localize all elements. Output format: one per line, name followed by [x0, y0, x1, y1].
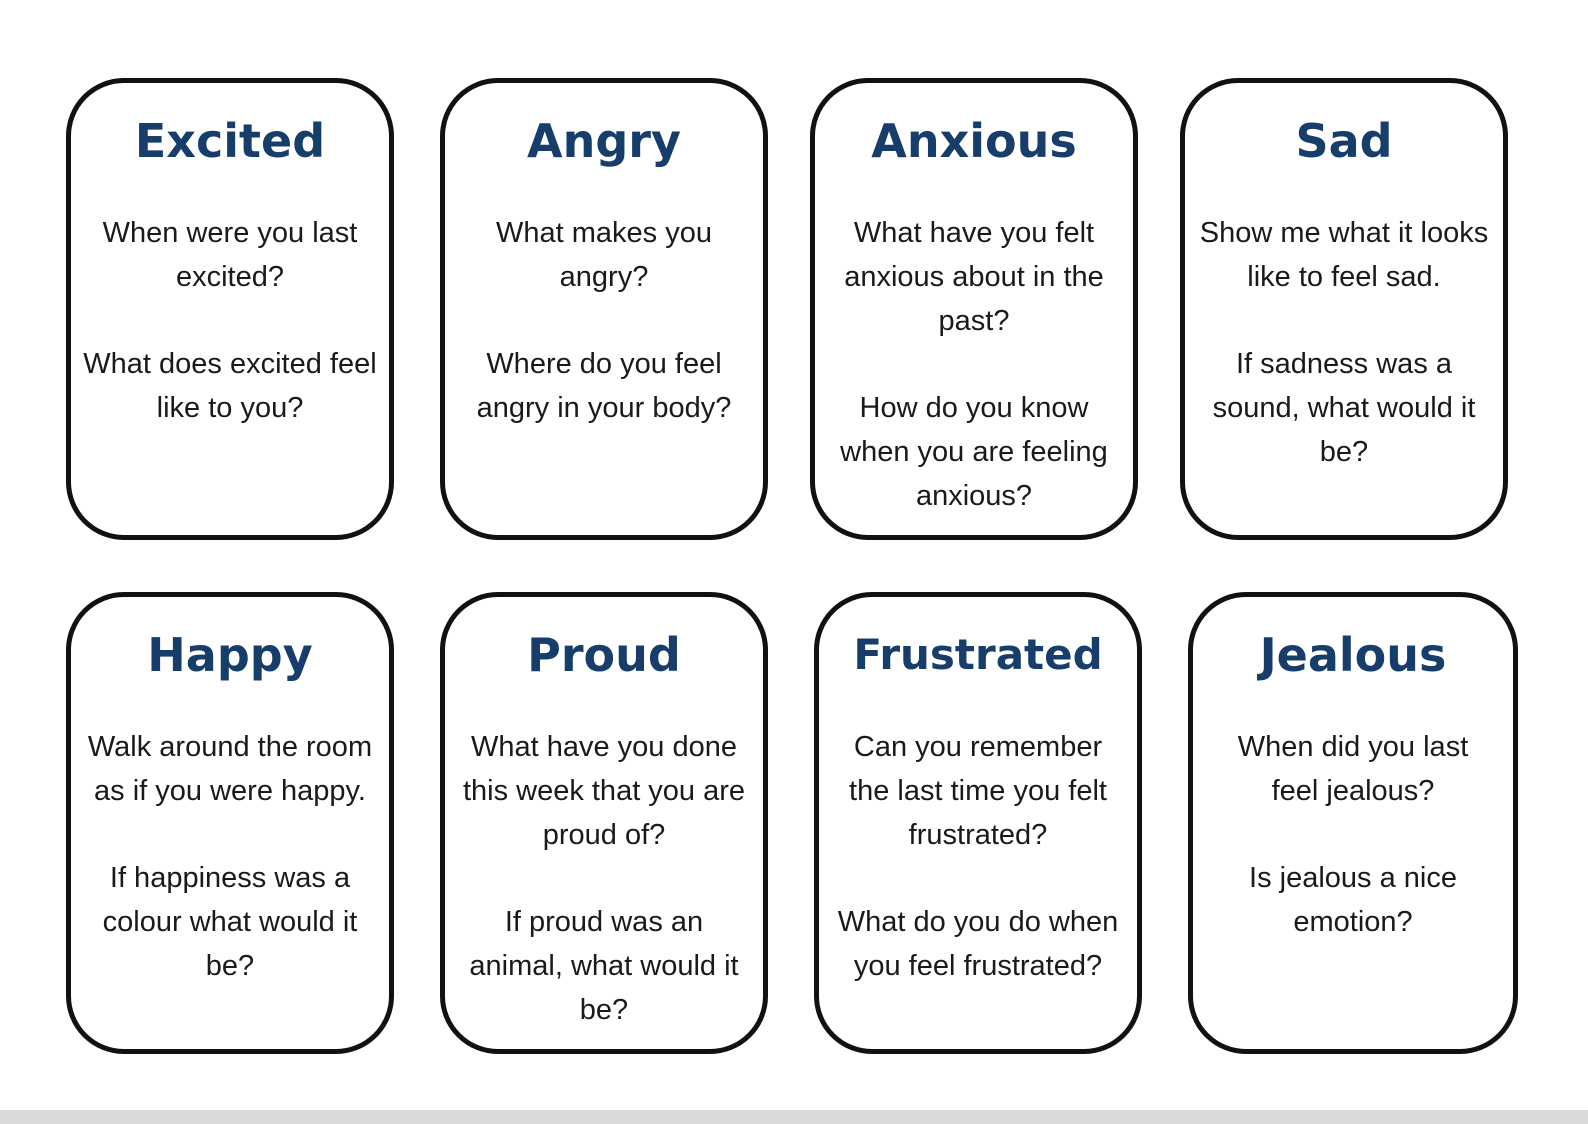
card-body — [71, 725, 389, 988]
card-title: Excited — [134, 114, 326, 168]
card-body — [1185, 211, 1503, 474]
emotion-card-excited — [66, 78, 394, 540]
emotion-card-frustrated — [814, 592, 1142, 1054]
card-title: Sad — [1295, 114, 1393, 168]
card-body — [71, 211, 389, 430]
card-title: Proud — [527, 628, 681, 682]
page-bottom-edge — [0, 1110, 1588, 1124]
card-title: Frustrated — [853, 630, 1103, 679]
emotion-card-happy — [66, 592, 394, 1054]
card-body — [815, 211, 1133, 518]
emotion-card-jealous — [1188, 592, 1518, 1054]
card-question: If sadness was a sound, what would it be? — [1212, 348, 1476, 468]
card-question: If proud was an animal, what would it be? — [469, 906, 739, 1026]
card-title: Anxious — [871, 114, 1077, 168]
card-question: Walk around the room as if you were happy. — [87, 731, 373, 807]
card-title: Angry — [527, 114, 681, 168]
card-question: What have you done this week that you are proud of? — [462, 731, 746, 851]
card-title: Jealous — [1259, 628, 1447, 682]
card-question: Can you remember the last time you felt frustrated? — [849, 731, 1107, 851]
card-body — [445, 725, 763, 1032]
card-question: What does excited feel like to you? — [83, 348, 377, 424]
card-body — [445, 211, 763, 430]
emotion-card-proud — [440, 592, 768, 1054]
card-body — [819, 725, 1137, 988]
emotion-card-anxious — [810, 78, 1138, 540]
card-question: What makes you angry? — [496, 217, 712, 293]
card-question: How do you know when you are feeling anxious? — [840, 392, 1108, 512]
card-question: When were you last excited? — [102, 217, 358, 293]
card-question: What do you do when you feel frustrated? — [837, 906, 1119, 982]
card-question: If happiness was a colour what would it be? — [102, 862, 358, 982]
emotion-card-angry — [440, 78, 768, 540]
card-question: Show me what it looks like to feel sad. — [1199, 217, 1489, 293]
card-body — [1193, 725, 1513, 944]
card-title: Happy — [147, 628, 313, 682]
emotion-card-sad — [1180, 78, 1508, 540]
card-question: When did you last feel jealous? — [1237, 731, 1469, 807]
card-question: What have you felt anxious about in the past? — [844, 217, 1104, 337]
card-question: Is jealous a nice emotion? — [1249, 862, 1457, 938]
card-question: Where do you feel angry in your body? — [476, 348, 732, 424]
